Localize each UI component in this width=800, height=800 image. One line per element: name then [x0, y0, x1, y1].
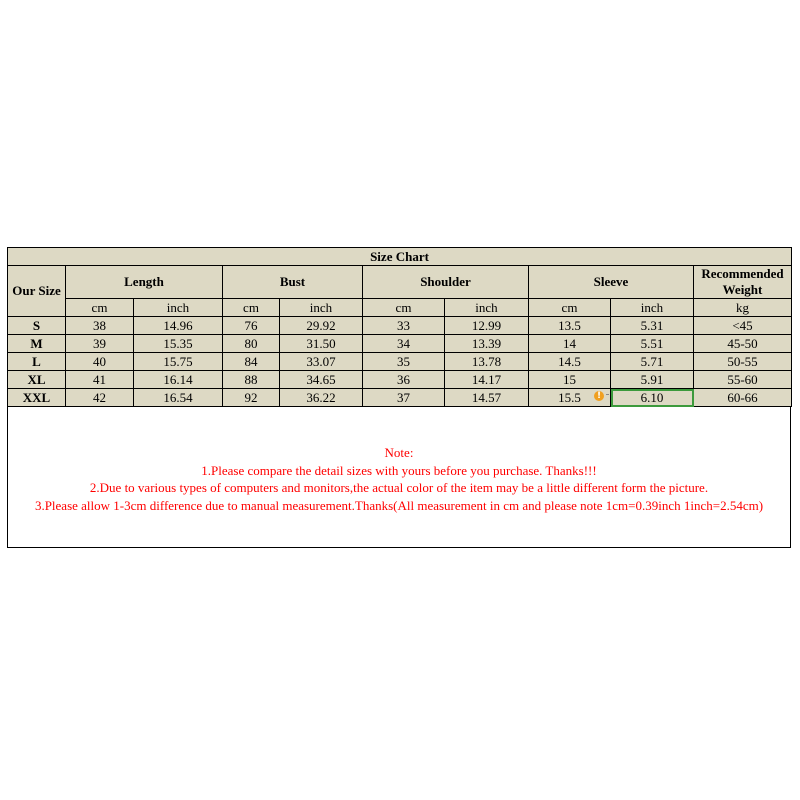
- bust-inch-cell[interactable]: 31.50: [280, 335, 363, 353]
- weight-cell[interactable]: 55-60: [694, 371, 792, 389]
- header-recommended-weight-line2: Weight: [722, 282, 763, 297]
- sleeve-cm-cell[interactable]: 14: [529, 335, 611, 353]
- size-cell[interactable]: XL: [8, 371, 66, 389]
- unit-shoulder-inch[interactable]: inch: [445, 299, 529, 317]
- shoulder-cm-cell[interactable]: 35: [363, 353, 445, 371]
- length-inch-cell[interactable]: 15.35: [134, 335, 223, 353]
- bust-cm-cell[interactable]: 84: [223, 353, 280, 371]
- bust-inch-cell[interactable]: 36.22: [280, 389, 363, 407]
- table-row: [8, 335, 792, 353]
- note-line-3: 3.Please allow 1-3cm difference due to manual measurement.Thanks(All measurement in cm and please note 1cm=0.39inch 1inch=2.54cm): [34, 497, 764, 513]
- selected-cell[interactable]: 6.10: [611, 389, 694, 407]
- bust-inch-cell[interactable]: 29.92: [280, 317, 363, 335]
- length-cm-cell[interactable]: 42: [66, 389, 134, 407]
- shoulder-inch-cell[interactable]: 14.17: [445, 371, 529, 389]
- bust-inch-cell[interactable]: 34.65: [280, 371, 363, 389]
- shoulder-inch-cell[interactable]: 13.39: [445, 335, 529, 353]
- sleeve-inch-cell[interactable]: 5.31: [611, 317, 694, 335]
- length-cm-cell[interactable]: 39: [66, 335, 134, 353]
- header-bust[interactable]: Bust: [223, 266, 363, 299]
- header-recommended-weight-line1: Recommended: [701, 266, 784, 281]
- bust-inch-cell[interactable]: 33.07: [280, 353, 363, 371]
- header-recommended-weight[interactable]: [694, 266, 792, 299]
- sleeve-cm-cell[interactable]: 15: [529, 371, 611, 389]
- table-row: [8, 371, 792, 389]
- length-cm-cell[interactable]: 38: [66, 317, 134, 335]
- length-inch-cell[interactable]: 15.75: [134, 353, 223, 371]
- unit-sleeve-inch[interactable]: inch: [611, 299, 694, 317]
- size-cell[interactable]: L: [8, 353, 66, 371]
- size-cell[interactable]: M: [8, 335, 66, 353]
- length-inch-cell[interactable]: 14.96: [134, 317, 223, 335]
- warning-icon[interactable]: !: [594, 391, 604, 401]
- header-our-size[interactable]: Our Size: [8, 266, 66, 317]
- table-row: [8, 353, 792, 371]
- bust-cm-cell[interactable]: 76: [223, 317, 280, 335]
- weight-cell[interactable]: 50-55: [694, 353, 792, 371]
- length-cm-cell[interactable]: 40: [66, 353, 134, 371]
- table-row: [8, 389, 792, 407]
- length-cm-cell[interactable]: 41: [66, 371, 134, 389]
- size-table: [7, 247, 792, 407]
- note-title: Note:: [384, 445, 414, 460]
- size-cell[interactable]: XXL: [8, 389, 66, 407]
- bust-cm-cell[interactable]: 80: [223, 335, 280, 353]
- note-line-1: 1.Please compare the detail sizes with yours before you purchase. Thanks!!!: [201, 462, 597, 478]
- table-title[interactable]: Size Chart: [8, 248, 792, 266]
- unit-shoulder-cm[interactable]: cm: [363, 299, 445, 317]
- shoulder-cm-cell[interactable]: 34: [363, 335, 445, 353]
- sleeve-inch-cell[interactable]: 5.51: [611, 335, 694, 353]
- unit-length-inch[interactable]: inch: [134, 299, 223, 317]
- shoulder-cm-cell[interactable]: 33: [363, 317, 445, 335]
- length-inch-cell[interactable]: 16.14: [134, 371, 223, 389]
- header-shoulder[interactable]: Shoulder: [363, 266, 529, 299]
- size-cell[interactable]: S: [8, 317, 66, 335]
- weight-cell[interactable]: <45: [694, 317, 792, 335]
- unit-length-cm[interactable]: cm: [66, 299, 134, 317]
- sleeve-cm-cell[interactable]: 14.5: [529, 353, 611, 371]
- sleeve-inch-cell[interactable]: 5.71: [611, 353, 694, 371]
- shoulder-cm-cell[interactable]: 37: [363, 389, 445, 407]
- sleeve-cm-cell[interactable]: 13.5: [529, 317, 611, 335]
- header-sleeve[interactable]: Sleeve: [529, 266, 694, 299]
- weight-cell[interactable]: 45-50: [694, 335, 792, 353]
- unit-sleeve-cm[interactable]: cm: [529, 299, 611, 317]
- shoulder-inch-cell[interactable]: 14.57: [445, 389, 529, 407]
- sleeve-cm-value: 15.5: [558, 389, 581, 405]
- dropdown-indicator: [606, 394, 609, 395]
- table-row: [8, 317, 792, 335]
- weight-cell[interactable]: 60-66: [694, 389, 792, 407]
- size-chart: [7, 247, 791, 548]
- shoulder-inch-cell[interactable]: 13.78: [445, 353, 529, 371]
- bust-cm-cell[interactable]: 88: [223, 371, 280, 389]
- sleeve-inch-cell[interactable]: 5.91: [611, 371, 694, 389]
- shoulder-cm-cell[interactable]: 36: [363, 371, 445, 389]
- note-line-2: 2.Due to various types of computers and monitors,the actual color of the item may be a little different form the picture.: [89, 480, 709, 495]
- length-inch-cell[interactable]: 16.54: [134, 389, 223, 407]
- header-length[interactable]: Length: [66, 266, 223, 299]
- sleeve-cm-cell[interactable]: [529, 389, 611, 407]
- shoulder-inch-cell[interactable]: 12.99: [445, 317, 529, 335]
- unit-weight-kg[interactable]: kg: [694, 299, 792, 317]
- notes-box: [7, 407, 791, 548]
- unit-bust-inch[interactable]: inch: [280, 299, 363, 317]
- unit-bust-cm[interactable]: cm: [223, 299, 280, 317]
- bust-cm-cell[interactable]: 92: [223, 389, 280, 407]
